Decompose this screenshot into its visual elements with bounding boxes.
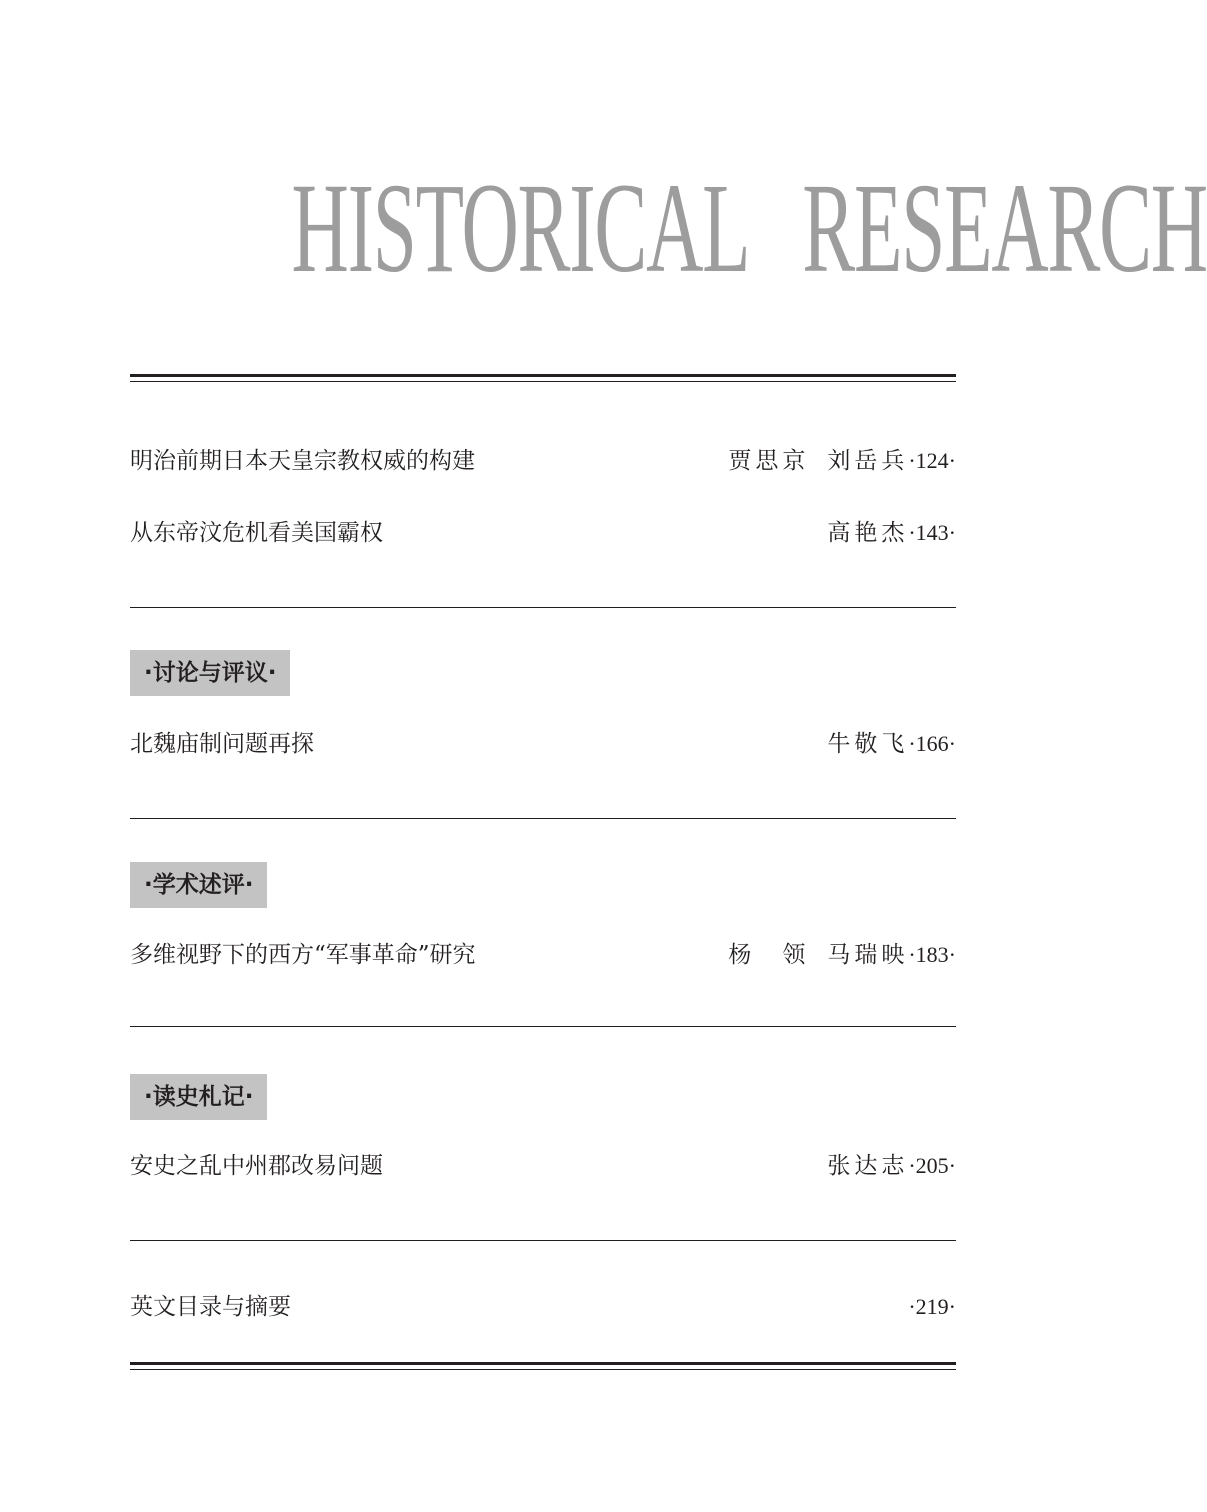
entry-author: 张达志 [827, 1153, 909, 1179]
section-label-discussion: ·讨论与评议· [130, 650, 290, 696]
entry-page-number: ·124· [908, 448, 956, 473]
top-double-rule [130, 374, 956, 382]
entry-author-2: 刘岳兵 [827, 448, 909, 474]
section-divider [130, 607, 956, 608]
entry-page-number: ·219· [908, 1294, 956, 1319]
entry-byline [728, 937, 956, 973]
entry-title: 多维视野下的西方“军事革命”研究 [130, 942, 476, 968]
entry-title: 安史之乱中州郡改易问题 [130, 1153, 383, 1179]
entry-byline [827, 515, 956, 551]
toc-entry[interactable] [130, 443, 956, 479]
entry-title: 从东帝汶危机看美国霸权 [130, 520, 383, 546]
entry-author: 牛敬飞 [827, 731, 909, 757]
section-label-notes: ·读史札记· [130, 1074, 267, 1120]
entry-title: 北魏庙制问题再探 [130, 731, 314, 757]
section-divider [130, 1240, 956, 1241]
entry-title: 明治前期日本天皇宗教权威的构建 [130, 448, 475, 474]
entry-byline [908, 1289, 956, 1325]
entry-page-number: ·166· [908, 731, 956, 756]
toc-entry[interactable] [130, 937, 956, 973]
entry-author: 杨 领 [728, 942, 810, 968]
entry-author: 高艳杰 [827, 520, 909, 546]
entry-page-number: ·183· [908, 942, 956, 967]
toc-entry[interactable] [130, 726, 956, 762]
section-label-review: ·学术述评· [130, 862, 267, 908]
entry-byline [728, 443, 956, 479]
bottom-double-rule [130, 1362, 956, 1370]
entry-author: 贾思京 [728, 448, 810, 474]
toc-entry[interactable] [130, 1148, 956, 1184]
entry-page-number: ·143· [908, 520, 956, 545]
entry-title: 英文目录与摘要 [130, 1294, 291, 1320]
section-divider [130, 1026, 956, 1027]
toc-entry[interactable] [130, 515, 956, 551]
entry-byline [827, 1148, 956, 1184]
section-divider [130, 818, 956, 819]
entry-author-2: 马瑞映 [827, 942, 909, 968]
toc-entry[interactable] [130, 1289, 956, 1325]
entry-byline [827, 726, 956, 762]
journal-masthead: HISTORICAL RESEARCH [291, 157, 1207, 299]
entry-page-number: ·205· [908, 1153, 956, 1178]
